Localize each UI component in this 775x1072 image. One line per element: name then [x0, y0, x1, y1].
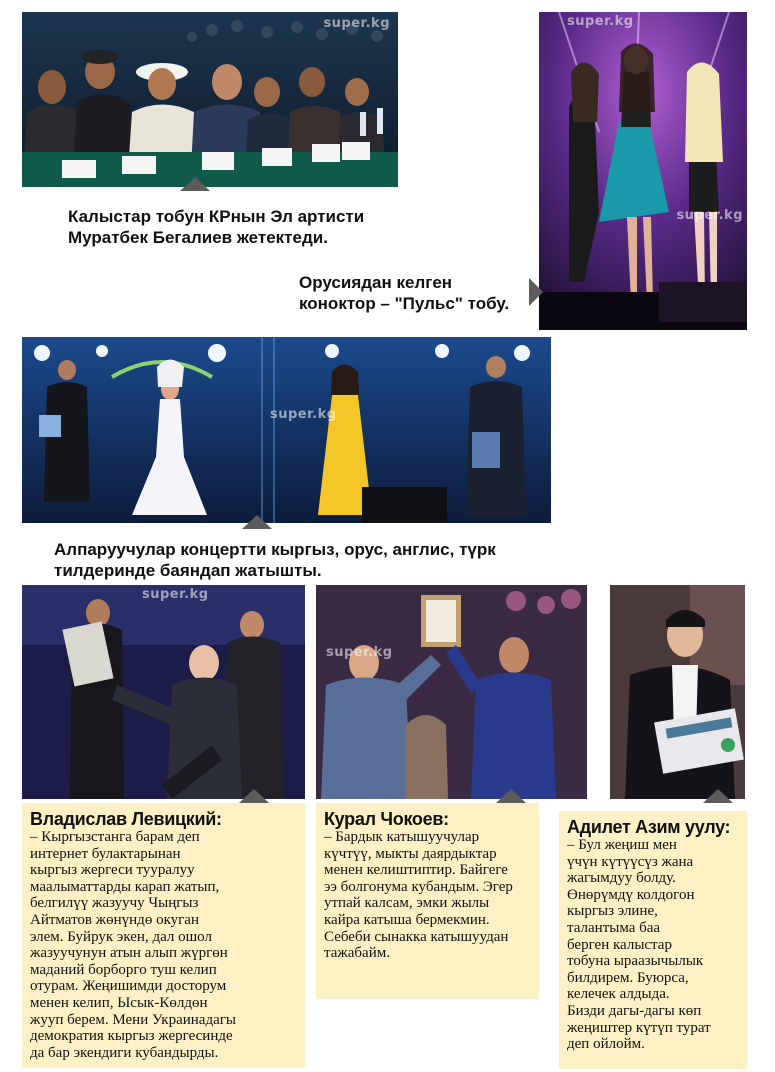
azim-photo [610, 585, 745, 799]
quote-chokoev [316, 803, 539, 999]
watermark: super.kg [676, 208, 743, 223]
quote-name: Адилет Азим уулу: [567, 817, 731, 837]
jury-caption: Калыстар тобун КРнын Эл артисти Муратбек Бегалиев жетектеди. [68, 207, 365, 247]
jury-photo [22, 12, 398, 187]
chokoev-photo [316, 585, 587, 799]
quote-name: Владислав Левицкий: [30, 809, 222, 829]
hosts-photo [22, 337, 551, 523]
hosts-caption-pointer [242, 515, 272, 529]
levitsky-caption-pointer [239, 789, 269, 803]
azim-caption-pointer [703, 789, 733, 803]
quote-azim [559, 811, 747, 1069]
watermark: super.kg [326, 645, 393, 660]
watermark: super.kg [270, 407, 337, 422]
levitsky-photo [22, 585, 305, 799]
quote-text: – Бул жеңиш мен үчүн күтүүсүз жана жагымдуу болду. Өнөрүмдү колдогон кыргыз элине, талантыма баа берген калыстар тобуна ыраазычылык билдирем. Буюрса, келечек алдыда. Бизди дагы-дагы көп жеңиштер күтүп турат деп ойлойм. [567, 837, 711, 1053]
band-caption-pointer [529, 278, 543, 306]
quote-text: – Бардык катышуучулар күчтүү, мыкты даярдыктар менен келиштиптир. Байгеге ээ болгонума кубандым. Эгер утпай калсам, эмки жылы кайра катыша бермекмин. Себеби сынакка катышуудан тажабайм. [324, 829, 513, 962]
hosts-caption: Алпаруучулар концертти кыргыз, орус, англис, түрк тилдеринде баяндап жатышты. [54, 540, 496, 580]
jury-caption-pointer [180, 177, 210, 191]
band-caption: Орусиядан келген коноктор – "Пульс" тобу. [299, 273, 510, 313]
chokoev-caption-pointer [496, 789, 526, 803]
quote-name: Курал Чокоев: [324, 809, 449, 829]
watermark: super.kg [567, 14, 634, 29]
quote-levitsky [22, 803, 305, 1068]
watermark: super.kg [142, 587, 209, 602]
watermark: super.kg [323, 16, 390, 31]
quote-text: – Кыргызстанга барам деп интернет булактарынан кыргыз жергеси тууралуу маалыматтарды карап жатып, белгилүү жазуучу Чыңгыз Айтматов жөнүндө окуган элем. Буйрук экен, дал ошол жазуучунун атын алып жүргөн маданий борборго туш келип отурам. Жеңишимди досторум менен келип, Ысык-Көлдөн жууп берем. Мени Украинадагы демократия кыргыз жергесинде да бар экендиги кубандырды. [30, 829, 236, 1061]
band-photo [539, 12, 747, 330]
